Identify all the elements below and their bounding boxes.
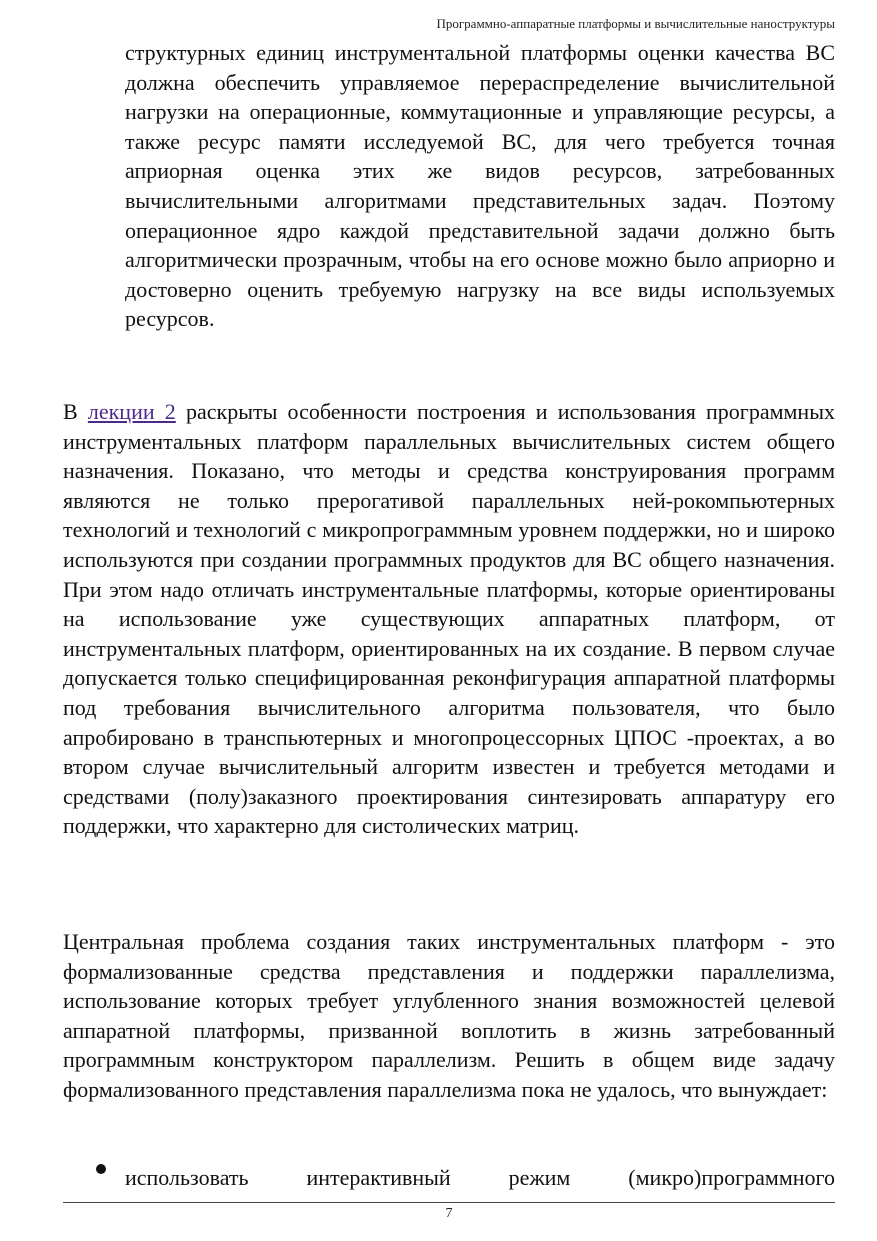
paragraph-central-problem [63,927,835,1105]
running-header: Программно-аппаратные платформы и вычислительные наноструктуры [436,16,835,31]
lecture-2-link[interactable]: лекции 2 [87,399,176,424]
page-number: 7 [445,1206,453,1221]
indented-paragraph [125,38,835,334]
paragraph-lecture-2-text [63,397,835,841]
paragraph-body-text: раскрыты особенности построения и использования программных инструментальных платформ параллельных вычислительных систем общего назначения. Показано, что методы и средства конструирования программ являются не только прерогативой параллельных ней-рокомпьютерных технологий и технологий с микропрограммным уровнем поддержки, но и широко используются при создании программных продуктов для ВС общего назначения. При этом надо отличать инструментальные платформы, которые ориентированы на использование уже существующих аппаратных платформ, от инструментальных платформ, ориентированных на их создание. В первом случае допускается только специфицированная реконфигурация аппаратной платформы под требования вычислительного алгоритма пользователя, что было апробировано в транспьютерных и многопроцессорных ЦПОС -проектах, а во втором случае вычислительный алгоритм известен и требуется методами и средствами (полу)заказного проектирования синтезировать аппаратуру его поддержки, что характерно для систолических матриц. [63,399,835,839]
paragraph-lead-text: В [63,399,88,424]
footer-divider [63,1202,835,1203]
indented-paragraph-text: структурных единиц инструментальной платформы оценки качества ВС должна обеспечить управляемое перераспределение вычислительной нагрузки на операционные, коммутационные и управляющие ресурсы, а также ресурс памяти исследуемой ВС, для чего требуется точная априорная оценка этих же видов ресурсов, затребованных вычислительными алгоритмами представительных задач. Поэтому операционное ядро каждой представительной задачи должно быть алгоритмически прозрачным, чтобы на его основе можно было априорно и достоверно оценить требуемую нагрузку на все виды используемых ресурсов. [125,40,835,332]
bullet-item: использовать интерактивный режим (микро)программного [125,1165,835,1190]
paragraph-central-problem-text: Центральная проблема создания таких инструментальных платформ - это формализованные средства представления и поддержки параллелизма, использование которых требует углубленного знания возможностей целевой аппаратной платформы, призванной воплотить в жизнь затребованный программным конструктором параллелизм. Решить в общем виде задачу формализованного представления параллелизма пока не удалось, что вынуждает: [63,929,835,1102]
paragraph-lecture-2 [63,397,835,841]
bullet-icon [96,1164,106,1174]
